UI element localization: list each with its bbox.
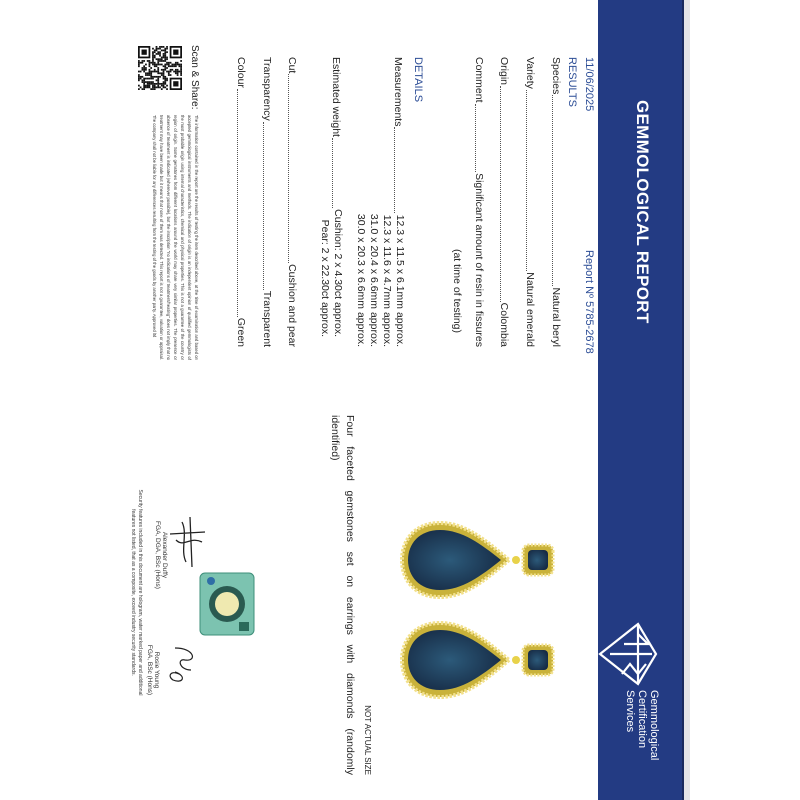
report-title: GEMMOLOGICAL REPORT <box>633 100 652 324</box>
signature-rosie-young <box>165 640 205 690</box>
row-value: 30.0 x 20.3 x 6.6mm approx. <box>355 213 367 347</box>
gcs-logo-icon <box>596 620 660 688</box>
signatory-name: Rosie Young <box>153 651 160 689</box>
report-number: Report Nº 5785-2678 <box>583 250 595 354</box>
security-note-line: Security features included in this document are hologram, water marked paper and additional <box>137 489 143 696</box>
row-label: Colour <box>235 57 247 88</box>
row-label: Variety <box>524 57 536 89</box>
comment-row <box>446 57 485 347</box>
qr-code-icon[interactable] <box>138 46 182 90</box>
row-label: Estimated weight <box>330 57 342 137</box>
row-label: Transparency <box>261 57 273 121</box>
signatory-1 <box>154 500 168 610</box>
row-value: Cushion and pear <box>286 264 298 347</box>
results-heading: RESULTS <box>566 57 578 107</box>
item-description-cont: identified) <box>329 415 341 461</box>
row-value: Significant amount of resin in fissures <box>473 173 485 347</box>
disclaimer: The information contained in the report are the results of testing the item described above, at the time of examination and based on accepted gemmological instruments and methods. The indication of origin is an independent opinion of qualified gemmologists of the most probable origin using internal characteristics, chemical and physical properties. This is not a guarantee of the country or region of origin. Some gemstones from different locations around the world may share very similar properties. The presence or absence of treatment is indicated (wherever possible), but the inscription "no indications of treatment/heating" does not imply that no treatment may have been made but it means that none of them was detected. This report is not a guarantee, valuation or appraisal. The company shall not be liable for any differences resulting from the testing of the goods by another party. Approved ltd <box>152 115 199 360</box>
scan-share-label: Scan & Share: <box>189 45 200 110</box>
row-value: 12.3 x 11.6 x 4.7mm approx. <box>381 214 393 347</box>
row-value: Colombia <box>498 302 510 347</box>
brand-line: Services <box>624 690 636 733</box>
measurements-row <box>354 57 404 347</box>
row-value: Natural beryl <box>550 287 562 347</box>
row-label: Species <box>550 57 562 95</box>
row-label: Cut <box>286 57 298 74</box>
security-note <box>129 470 143 715</box>
signatory-name: Alexander Duffy <box>161 531 168 579</box>
security-note-line: features not listed, that as a composite, exceed industry security standards. <box>130 509 136 676</box>
row-value: 12.3 x 11.5 x 6.1mm approx. <box>394 214 406 347</box>
row-value: Natural emerald <box>524 272 536 347</box>
species-row <box>550 57 562 347</box>
details-heading: DETAILS <box>412 57 424 103</box>
earring <box>402 523 553 597</box>
earrings-photo <box>395 505 565 735</box>
transparency-row <box>261 57 273 347</box>
row-label: Origin <box>498 57 510 86</box>
signature-alexander-duffy <box>168 512 210 572</box>
colour-row <box>235 57 247 347</box>
security-hologram <box>199 572 255 636</box>
row-label: Comment <box>473 57 485 103</box>
origin-row <box>498 57 510 347</box>
signatory-credentials: FGA, DGA, BSc (Hons) <box>154 521 161 589</box>
scan-edge <box>684 0 690 800</box>
row-label: Measurements <box>392 57 404 127</box>
row-value: Green <box>235 317 247 347</box>
row-value: 31.0 x 20.4 x 6.6mm approx. <box>368 213 380 347</box>
not-actual-size-note: NOT ACTUAL SIZE <box>363 705 372 775</box>
row-value: (at time of testing) <box>451 248 463 333</box>
cut-row <box>286 57 298 347</box>
row-value: Cushion: 2 x 4.30ct approx. <box>332 209 344 337</box>
row-value: Pear: 2 x 22.30ct approx. <box>319 219 331 337</box>
brand-name <box>624 690 660 760</box>
signatory-2 <box>146 625 160 715</box>
brand-line: Certification <box>636 690 648 749</box>
row-value: Transparent <box>261 290 273 347</box>
signatory-credentials: FGA, BSc (Hons) <box>146 644 153 696</box>
weight-row <box>318 57 342 337</box>
brand-line: Gemmological <box>648 690 660 761</box>
variety-row <box>524 57 536 347</box>
item-description: Four faceted gemstones set on earrings with diamonds (randomly <box>344 415 356 775</box>
report-date: 11/06/2025 <box>583 57 595 112</box>
